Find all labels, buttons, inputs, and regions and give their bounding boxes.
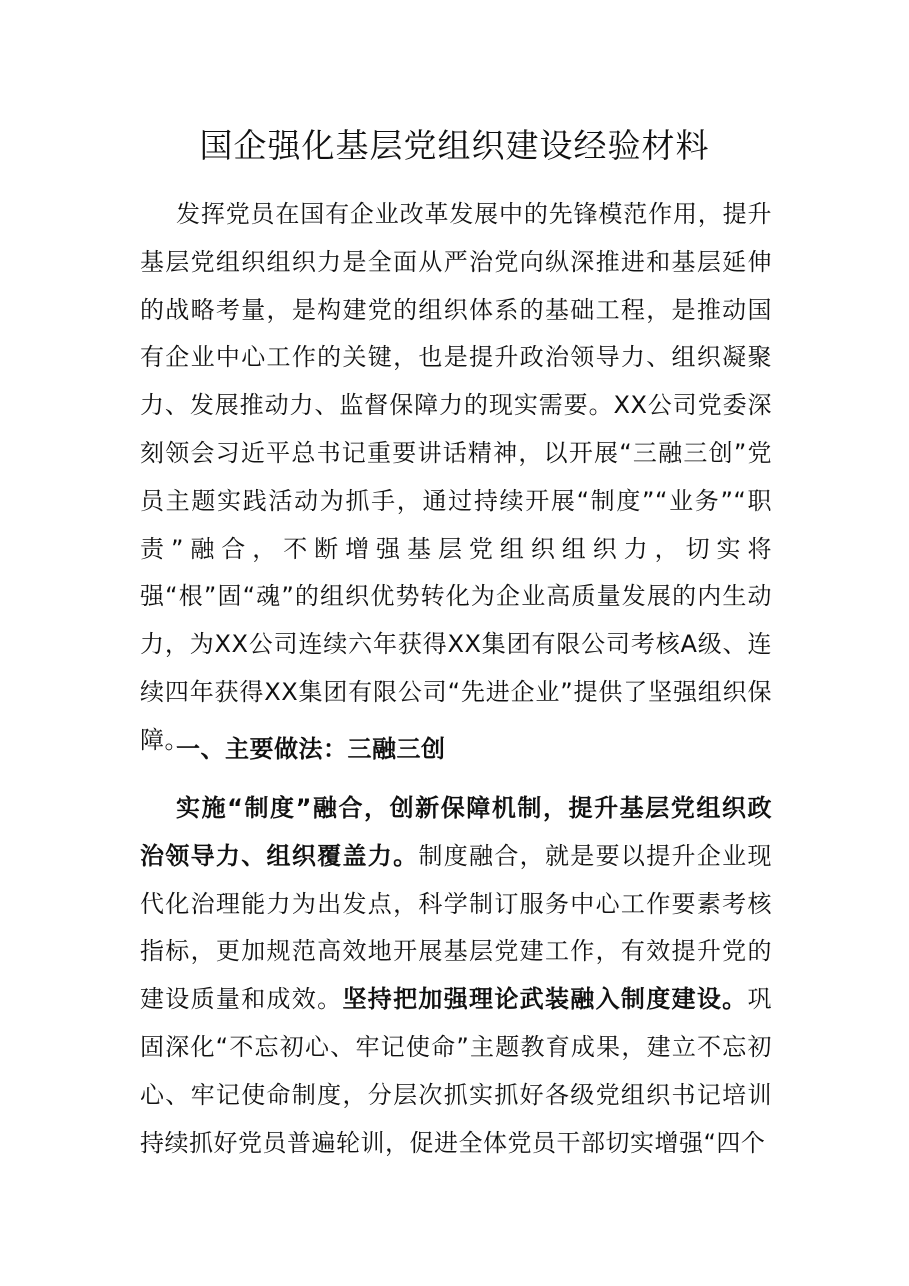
document-title: 国企强化基层党组织建设经验材料 (199, 126, 710, 165)
intro-paragraph: 发挥党员在国有企业改革发展中的先锋模范作用，提升基层党组织组织力是全面从严治党向纵深推进和基层延伸的战略考量，是构建党的组织体系的基础工程，是推动国有企业中心工作的关键，也是提升政治领导力、组织凝聚力、发展推动力、监督保障力的现实需要。XX公司党委深刻领会习近平总书记重要讲话精神，以开展“三融三创”党员主题实践活动为抓手，通过持续开展“制度”“业务”“职责”融合，不断增强基层党组织组织力，切实将强“根”固“魂”的组织优势转化为企业高质量发展的内生动力，为XX公司连续六年获得XX集团有限公司考核A级、连续四年获得XX集团有限公司“先进企业”提供了坚强组织保障。 (140, 200, 772, 754)
paragraph-text: 制度融合，就是要以提升企业现代化治理能力为出发点，科学制订服务中心工作要素考核指标，更加规范高效地开展基层党建工作，有效提升党的建设质量和成效。 (140, 841, 772, 1014)
bold-mid-sentence: 坚持把加强理论武装融入制度建设。 (342, 985, 748, 1014)
section-paragraph (140, 785, 772, 1167)
bold-lead-sentence: 实施“制度”融合，创新保障机制，提升基层党组织政治领导力、组织覆盖力。 (140, 794, 772, 870)
section-heading: 一、主要做法：三融三创 (176, 735, 446, 763)
paragraph-text-continued: 巩固深化“不忘初心、牢记使命”主题教育成果，建立不忘初心、牢记使命制度，分层次抓实抓好各级党组织书记培训持续抓好党员普遍轮训，促进全体党员干部切实增强“四个 (140, 985, 772, 1157)
